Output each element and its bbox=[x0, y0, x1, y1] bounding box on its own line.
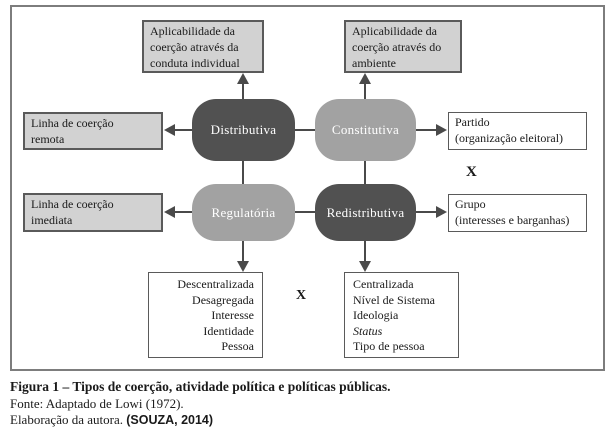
box-line: (organização eleitoral) bbox=[455, 131, 564, 145]
node-redistributiva: Redistributiva bbox=[315, 184, 416, 241]
box-line: coerção através do bbox=[352, 40, 442, 54]
figure-caption-citation: (SOUZA, 2014) bbox=[126, 413, 214, 427]
box-applicability-environment bbox=[344, 20, 462, 73]
arrow-line-right-top-row bbox=[416, 129, 437, 131]
box-line: conduta individual bbox=[150, 56, 240, 70]
list-item: Status bbox=[353, 323, 383, 338]
box-decentralized-list bbox=[148, 272, 263, 358]
node-constitutiva: Constitutiva bbox=[315, 99, 416, 161]
figure-caption-source: Fonte: Adaptado de Lowi (1972). bbox=[10, 396, 184, 411]
box-line: Linha de coerção bbox=[31, 116, 114, 130]
arrowhead-right-top-row bbox=[436, 124, 447, 136]
list-item: Nível de Sistema bbox=[353, 292, 435, 307]
list-item: Identidade bbox=[203, 323, 254, 338]
box-centralized-list bbox=[344, 272, 459, 358]
arrowhead-down-left-column bbox=[237, 261, 249, 272]
arrowhead-right-bottom-row bbox=[436, 206, 447, 218]
figure-caption-credit: Elaboração da autora. bbox=[10, 412, 123, 427]
box-remote-coercion-line bbox=[23, 112, 163, 150]
diagram-frame bbox=[10, 5, 605, 371]
arrow-line-right-bottom-row bbox=[416, 211, 437, 213]
arrow-line-left-bottom-row bbox=[174, 211, 192, 213]
list-item: Descentralizada bbox=[177, 277, 254, 291]
arrow-line-up-left-column bbox=[242, 83, 244, 99]
x-mark-bottom: X bbox=[296, 288, 307, 303]
arrow-line-down-right-column bbox=[364, 241, 366, 262]
box-line: remota bbox=[31, 132, 65, 146]
list-item: Interesse bbox=[211, 308, 254, 322]
box-line: Grupo bbox=[455, 197, 486, 211]
arrow-line-down-left-column bbox=[242, 241, 244, 262]
connector-bottom-row bbox=[295, 211, 315, 213]
box-party-electoral-organization bbox=[448, 112, 587, 150]
figure-caption-credit-line bbox=[10, 412, 213, 428]
arrow-line-left-top-row bbox=[174, 129, 192, 131]
arrowhead-down-right-column bbox=[359, 261, 371, 272]
connector-left-column bbox=[242, 161, 244, 184]
box-line: Linha de coerção bbox=[31, 197, 114, 211]
box-group-interests-bargains bbox=[448, 194, 587, 232]
node-regulatoria: Regulatória bbox=[192, 184, 295, 241]
node-distributiva: Distributiva bbox=[192, 99, 295, 161]
box-immediate-coercion-line bbox=[23, 193, 163, 232]
figure-caption-title: Figura 1 – Tipos de coerção, atividade política e políticas públicas. bbox=[10, 379, 391, 394]
list-item: Desagregada bbox=[192, 292, 254, 307]
box-line: Partido bbox=[455, 115, 490, 129]
box-line: ambiente bbox=[352, 56, 396, 70]
connector-top-row bbox=[295, 129, 315, 131]
x-mark-right: X bbox=[466, 164, 477, 180]
box-line: coerção através da bbox=[150, 40, 239, 54]
box-line: Aplicabilidade da bbox=[150, 24, 235, 38]
list-item: Ideologia bbox=[353, 308, 399, 322]
arrow-line-up-right-column bbox=[364, 83, 366, 99]
box-line: (interesses e barganhas) bbox=[455, 213, 570, 227]
box-line: imediata bbox=[31, 213, 73, 227]
box-applicability-individual-conduct bbox=[142, 20, 264, 73]
box-line: Aplicabilidade da bbox=[352, 24, 437, 38]
list-item: Pessoa bbox=[221, 339, 254, 353]
connector-right-column bbox=[364, 161, 366, 184]
list-item: Centralizada bbox=[353, 277, 414, 291]
list-item: Tipo de pessoa bbox=[353, 339, 425, 353]
